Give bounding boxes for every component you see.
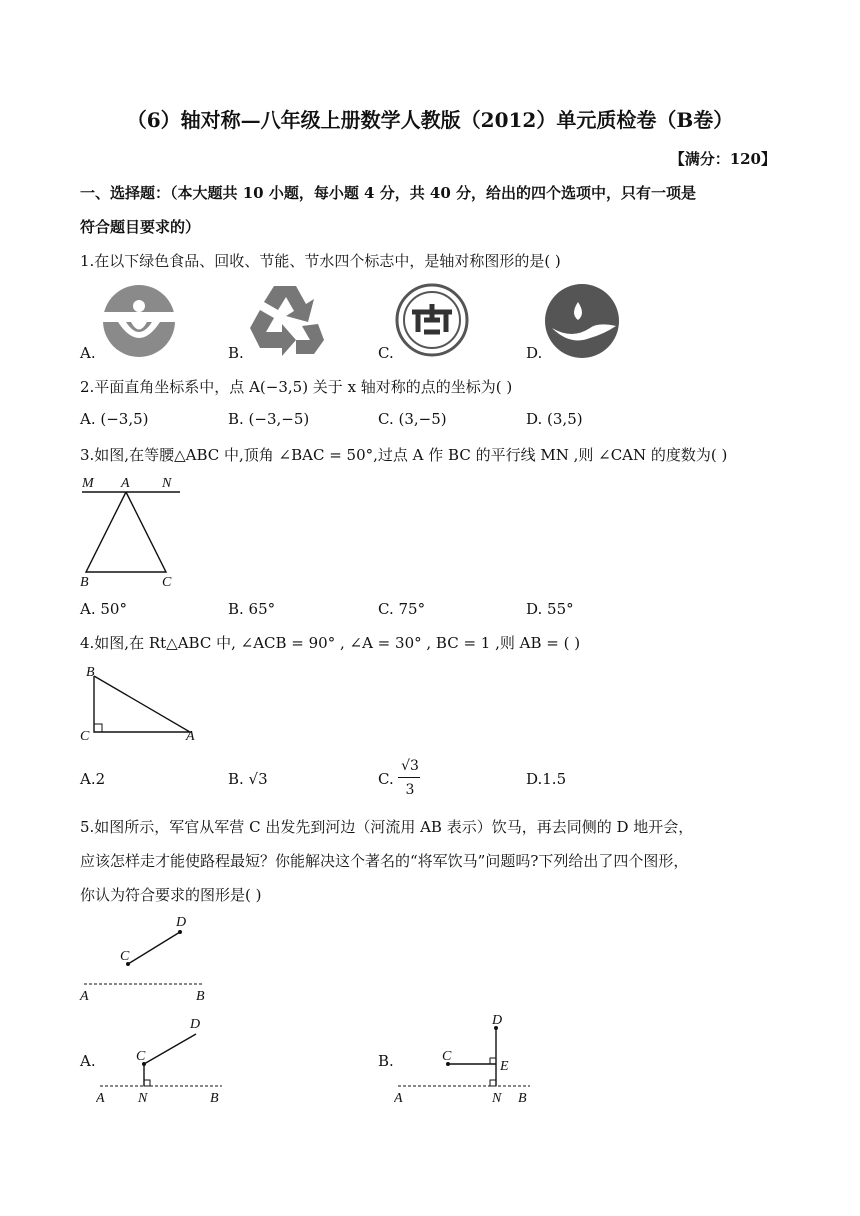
label-D: D xyxy=(492,1013,503,1028)
label-C: C xyxy=(120,949,130,964)
section-heading-line1: 一、选择题：（本大题共 10 小题，每小题 4 分，共 40 分，给出的四个选项中，只有一项是 xyxy=(80,184,697,202)
label-C: C xyxy=(442,1049,452,1064)
green-food-logo-icon xyxy=(96,282,182,360)
label-D: D xyxy=(190,1017,201,1032)
fraction-denominator: 3 xyxy=(405,782,415,798)
question-5-option-a-figure xyxy=(96,1010,228,1106)
question-3-option-c: C. 75° xyxy=(378,600,426,618)
question-5-text-line3: 你认为符合要求的图形是( ) xyxy=(80,886,262,904)
question-3-option-b: B. 65° xyxy=(228,600,276,618)
question-5-option-a: A. xyxy=(80,1052,96,1070)
question-5-text-line2: 应该怎样走才能使路程最短？你能解决这个著名的“将军饮马”问题吗?下列给出了四个图形， xyxy=(80,852,689,870)
question-4-option-c: C. xyxy=(378,770,394,788)
question-4-text: 4.如图,在 Rt△ABC 中, ∠ACB = 90° , ∠A = 30° , BC = 1 ,则 AB = ( ) xyxy=(80,634,581,652)
fraction-bar xyxy=(398,777,420,778)
label-A: A xyxy=(186,729,195,744)
question-2-option-b: B. (−3,−5) xyxy=(228,410,310,428)
question-1-option-d: D. xyxy=(526,344,543,362)
label-C: C xyxy=(80,729,90,744)
question-1-option-a: A. xyxy=(80,344,96,362)
page-title: （6）轴对称—八年级上册数学人教版（2012）单元质检卷（B卷） xyxy=(126,108,734,132)
question-4-option-d: D.1.5 xyxy=(526,770,567,788)
question-1-text: 1.在以下绿色食品、回收、节能、节水四个标志中，是轴对称图形的是( ) xyxy=(80,252,561,270)
question-3-text: 3.如图,在等腰△ABC 中,顶角 ∠BAC = 50°,过点 A 作 BC 的平行线 MN ,则 ∠CAN 的度数为( ) xyxy=(80,446,728,464)
question-5-main-figure xyxy=(76,908,216,1006)
section-heading-line2: 符合题目要求的） xyxy=(80,218,201,236)
question-2-option-a: A. (−3,5) xyxy=(80,410,149,428)
question-3-option-a: A. 50° xyxy=(80,600,127,618)
label-B: B xyxy=(80,575,89,590)
label-B: B xyxy=(86,665,95,680)
question-1-option-c: C. xyxy=(378,344,394,362)
question-1-option-b: B. xyxy=(228,344,244,362)
label-N: N xyxy=(492,1091,502,1106)
label-D: D xyxy=(176,915,187,930)
question-2-option-c: C. (3,−5) xyxy=(378,410,447,428)
question-5-text-line1: 5.如图所示，军官从军营 C 出发先到河边（河流用 AB 表示）饮马，再去同侧的 D 地开会， xyxy=(80,818,694,836)
question-3-triangle-figure xyxy=(76,472,186,592)
label-B: B xyxy=(518,1091,527,1106)
energy-saving-logo-icon xyxy=(394,282,470,358)
label-M: M xyxy=(82,476,94,491)
question-4-option-b: B. √3 xyxy=(228,770,268,788)
question-5-option-b-figure xyxy=(394,1008,538,1108)
label-C: C xyxy=(162,575,172,590)
fraction-numerator: √3 xyxy=(401,758,419,774)
full-score: 【满分：120】 xyxy=(669,150,776,168)
label-A: A xyxy=(80,989,89,1004)
label-N: N xyxy=(138,1091,148,1106)
label-B: B xyxy=(196,989,205,1004)
question-4-option-a: A.2 xyxy=(80,770,106,788)
question-5-option-b: B. xyxy=(378,1052,394,1070)
label-A: A xyxy=(96,1091,105,1106)
label-A: A xyxy=(121,476,130,491)
label-N: N xyxy=(162,476,172,491)
water-saving-logo-icon xyxy=(542,282,622,360)
question-2-text: 2.平面直角坐标系中，点 A(−3,5) 关于 x 轴对称的点的坐标为( ) xyxy=(80,378,513,396)
question-3-option-d: D. 55° xyxy=(526,600,574,618)
label-A: A xyxy=(394,1091,403,1106)
question-2-option-d: D. (3,5) xyxy=(526,410,583,428)
recycle-logo-icon xyxy=(244,280,326,360)
label-B: B xyxy=(210,1091,219,1106)
label-E: E xyxy=(500,1059,509,1074)
label-C: C xyxy=(136,1049,146,1064)
question-4-right-triangle-figure xyxy=(76,662,206,746)
